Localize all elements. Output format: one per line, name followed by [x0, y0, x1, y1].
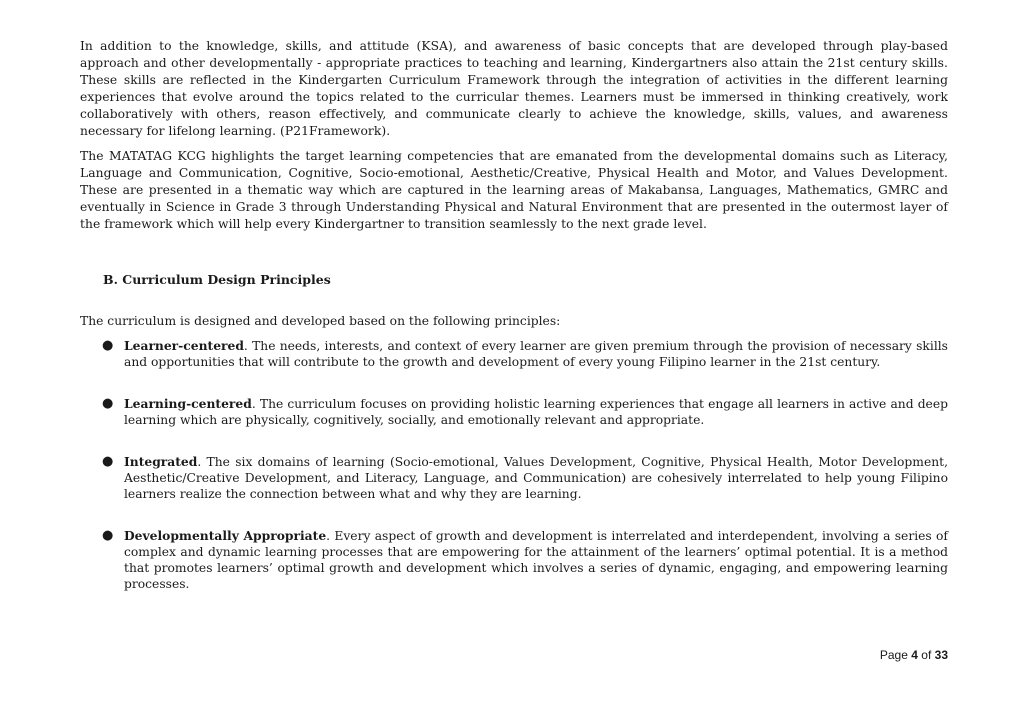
bullet-icon: ● [102, 338, 114, 353]
current-page-number: 4 [911, 648, 918, 662]
principle-description: . The six domains of learning (Socio-emotional, Values Development, Cognitive, Physical Health, Motor Development, Aesthetic/Creative Development, and Literacy, Language, and Communication) are cohesively interrelated to help young Filipino learners realize the connection between what and why they are learning. [124, 455, 948, 501]
section-heading: B. Curriculum Design Principles [103, 272, 331, 287]
bullet-icon: ● [102, 454, 114, 469]
body-paragraph-matatag-kcg: The MATATAG KCG highlights the target learning competencies that are emanated from the developmental domains such as Literacy, Language and Communication, Cognitive, Socio-emotional, Aesthetic/Creative, Physical Health and Motor, and Values Development. These are presented in a thematic way which are captured in the learning areas of Makabansa, Languages, Mathematics, GMRC and eventually in Science in Grade 3 through Understanding Physical and Natural Environment that are presented in the outermost layer of the framework which will help every Kindergartner to transition seamlessly to the next grade level. [80, 149, 948, 231]
principle-term: Learner-centered [124, 338, 244, 353]
document-page [80, 38, 948, 618]
principle-description: . The curriculum focuses on providing holistic learning experiences that engage all learners in active and deep learning which are physically, cognitively, socially, and emotionally relevant and appropriate. [124, 397, 948, 427]
total-pages-number: 33 [934, 648, 948, 662]
section-intro: The curriculum is designed and developed based on the following principles: [80, 314, 561, 328]
bullet-icon: ● [102, 528, 114, 543]
principle-description: . The needs, interests, and context of every learner are given premium through the provision of necessary skills and opportunities that will contribute to the growth and development of every young Filipino learner in the 21st century. [124, 339, 948, 369]
principle-learning-centered [80, 396, 948, 428]
principle-term: Learning-centered [124, 396, 252, 411]
page-label: Page [879, 648, 908, 662]
page-number [880, 648, 948, 662]
body-paragraph-ksa: In addition to the knowledge, skills, and attitude (KSA), and awareness of basic concepts that are developed through play-based approach and other developmentally - appropriate practices to teaching and learning, Kindergartners also attain the 21st century skills. These skills are reflected in the Kindergarten Curriculum Framework through the integration of activities in the different learning experiences that evolve around the topics related to the curricular themes. Learners must be immersed in thinking creatively, work collaboratively with others, reason effectively, and communicate clearly to achieve the knowledge, skills, values, and awareness necessary for lifelong learning. (P21Framework). [80, 39, 948, 138]
principles-list [80, 338, 948, 592]
principle-developmentally-appropriate [80, 528, 948, 592]
principle-learner-centered [80, 338, 948, 370]
page-of-label: of [921, 648, 932, 662]
principle-term: Integrated [124, 454, 198, 469]
bullet-icon: ● [102, 396, 114, 411]
principle-description: . Every aspect of growth and development is interrelated and interdependent, involving a series of complex and dynamic learning processes that are empowering for the attainment of the learners’ optimal potential. It is a method that promotes learners’ optimal growth and development which involves a series of dynamic, engaging, and empowering learning processes. [124, 529, 948, 591]
principle-integrated [80, 454, 948, 502]
principle-term: Developmentally Appropriate [124, 528, 327, 543]
